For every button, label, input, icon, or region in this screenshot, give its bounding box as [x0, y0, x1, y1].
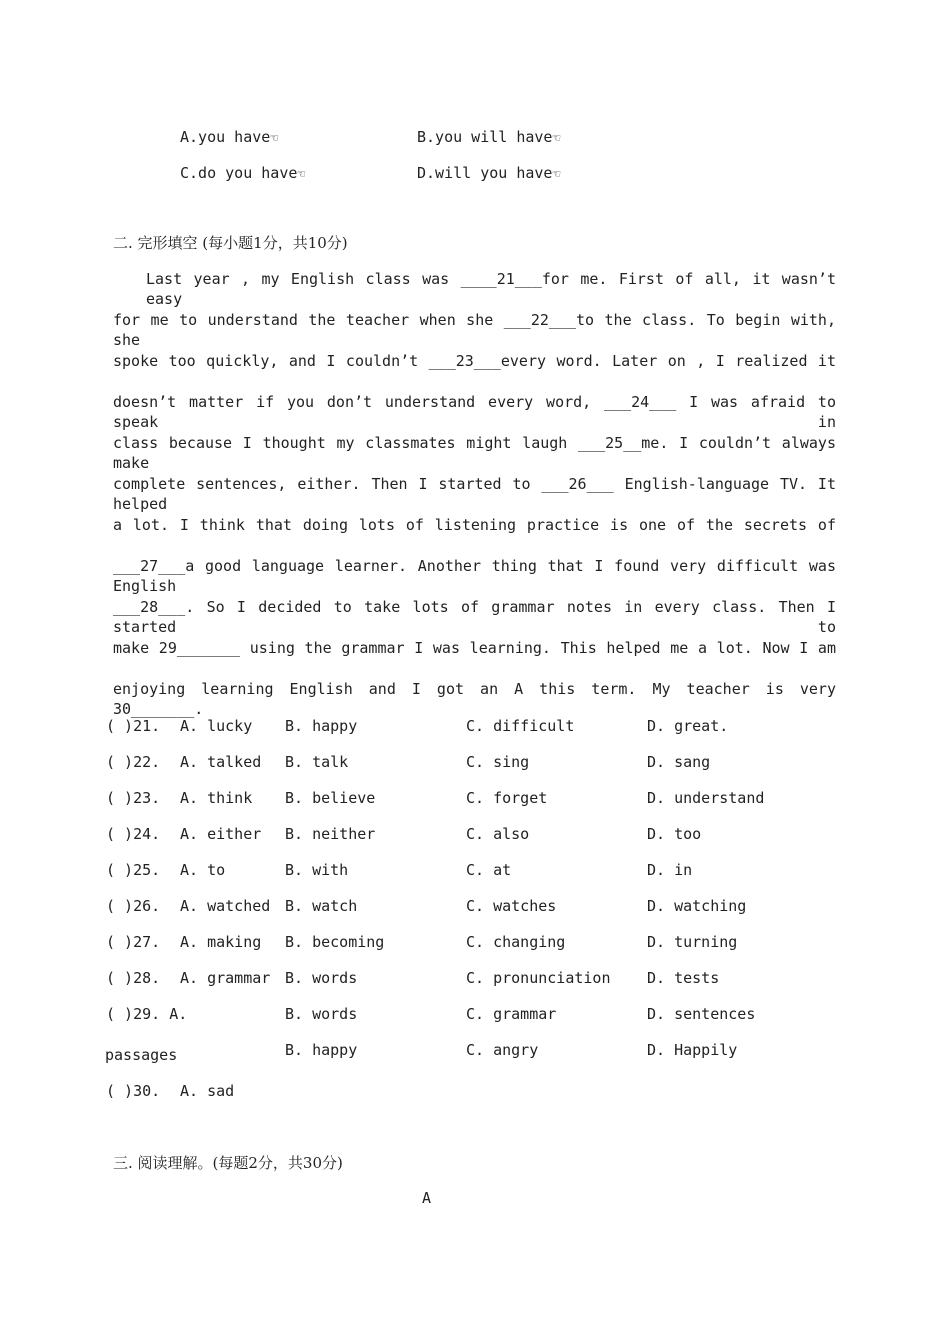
option-c: C.do you have☜ — [180, 164, 306, 182]
option-d: D.will you have☜ — [417, 164, 561, 182]
hand-icon: ☜ — [552, 167, 561, 182]
passage-line: ___28___. So I decided to take lots of grammar notes in every class. Then I started to — [113, 598, 836, 636]
passage-line: for me to understand the teacher when she ___22___to the class. To begin with, she — [113, 311, 836, 349]
question-row: ( )22. A. talked B. talk C. sing D. sang — [106, 753, 711, 771]
question-row: ( )23. A. think B. believe C. forget D. understand — [106, 789, 765, 807]
hand-icon: ☜ — [270, 131, 279, 146]
question-row-29: ( )29. A. B. words C. grammar D. sentences — [106, 1005, 756, 1023]
question-row: ( )26. A. watched B. watch C. watches D. watching — [106, 897, 747, 915]
question-row: ( )24. A. either B. neither C. also D. too — [106, 825, 702, 843]
passage-line: class because I thought my classmates might laugh ___25__me. I couldn’t always make — [113, 434, 836, 472]
passage-label-a: A — [422, 1189, 432, 1207]
question-row-29-wrap: passages B. happy C. angry D. Happily — [105, 1041, 738, 1064]
question-row: ( )27. A. making B. becoming C. changing D. turning — [106, 933, 738, 951]
option-b: B.you will have☜ — [417, 128, 561, 146]
question-row: ( )21. A. lucky B. happy C. difficult D. great. — [106, 717, 729, 735]
question-row: ( )28. A. grammar B. words C. pronunciation D. tests — [106, 969, 720, 987]
passage-line: doesn’t matter if you don’t understand every word, ___24___ I was afraid to speak in — [113, 393, 836, 431]
passage-line: enjoying learning English and I got an A this term. My teacher is very 30_______. — [113, 680, 836, 718]
passage-line: make 29_______ using the grammar I was learning. This helped me a lot. Now I am — [113, 639, 836, 657]
hand-icon: ☜ — [552, 131, 561, 146]
passage-line: complete sentences, either. Then I started to ___26___ English-language TV. It helped — [113, 475, 836, 513]
section2-heading: 二. 完形填空 (每小题1分，共10分) — [113, 234, 348, 252]
hand-icon: ☜ — [297, 167, 306, 182]
option-a: A.you have☜ — [180, 128, 279, 146]
passage-line: Last year , my English class was ____21___for me. First of all, it wasn’t easy — [146, 270, 836, 308]
section3-heading: 三. 阅读理解。(每题2分，共30分) — [113, 1154, 343, 1172]
passage-line: ___27___a good language learner. Another thing that I found very difficult was English — [113, 557, 836, 595]
question-row: ( )25. A. to B. with C. at D. in — [106, 861, 693, 879]
passage-line: spoke too quickly, and I couldn’t ___23___every word. Later on , I realized it — [113, 352, 836, 370]
passage-line: a lot. I think that doing lots of listening practice is one of the secrets of — [113, 516, 836, 534]
question-row-30: ( )30. A. sad — [106, 1082, 235, 1100]
